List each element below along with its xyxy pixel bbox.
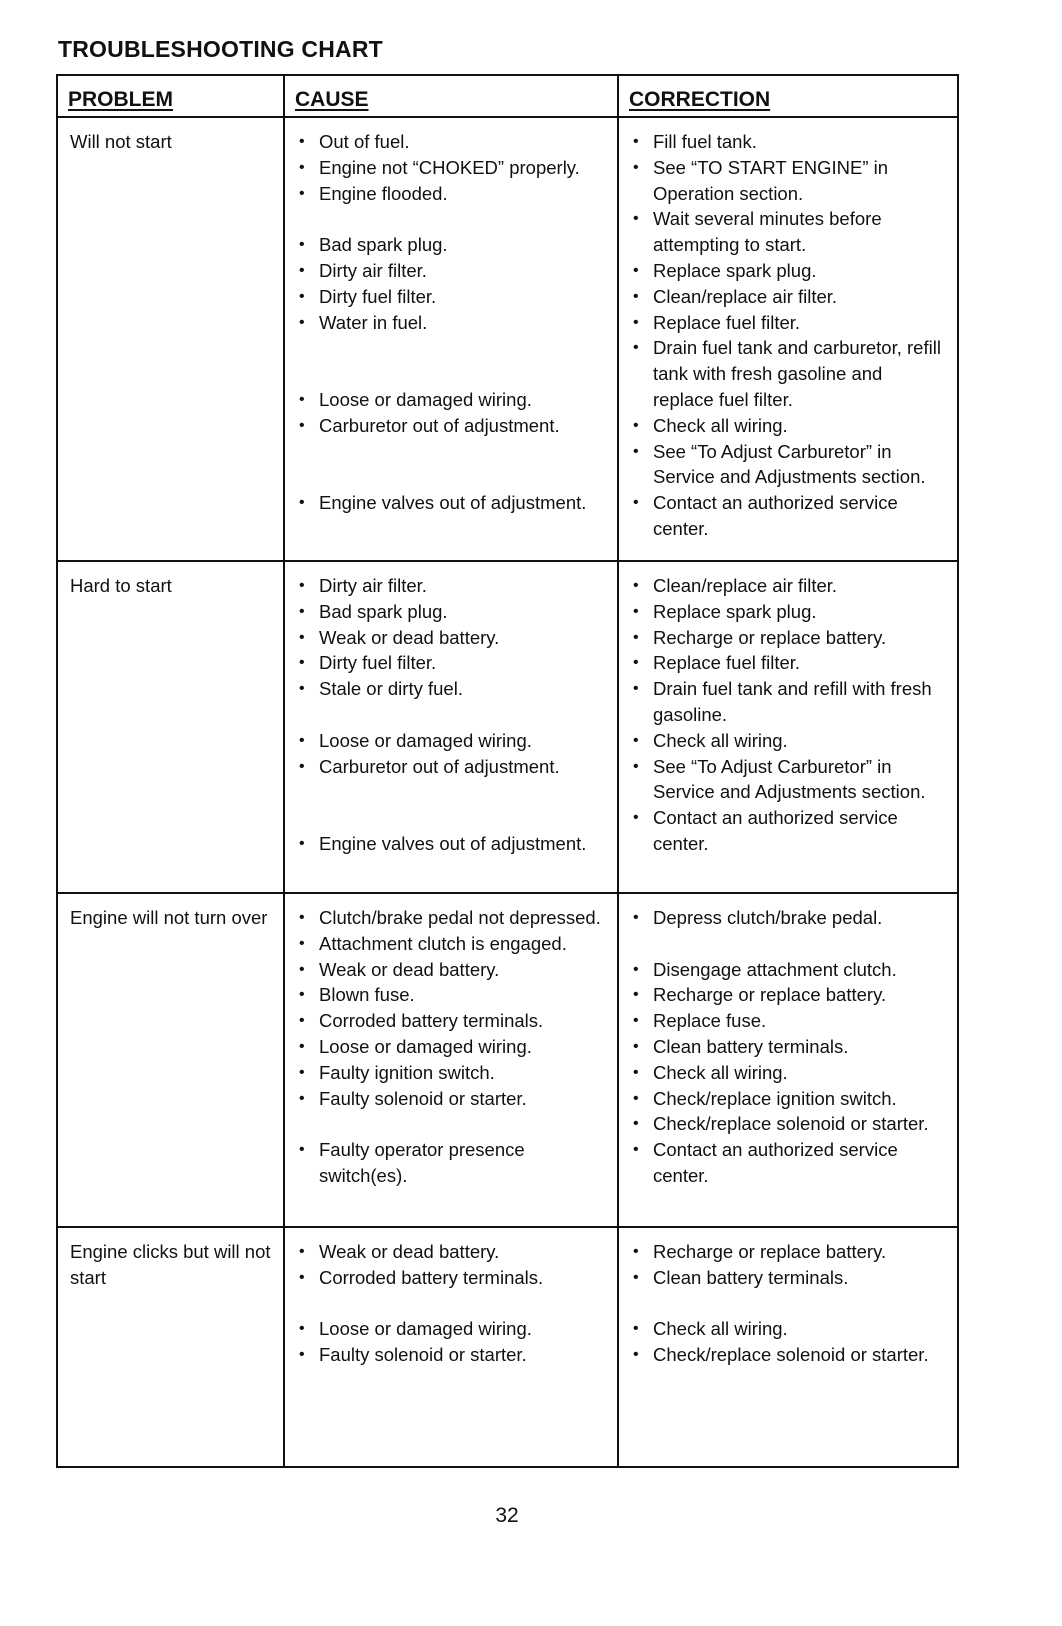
cause-item: • Engine not “CHOKED” properly. xyxy=(295,155,607,181)
cause-item: • Corroded battery terminals. xyxy=(295,1008,607,1034)
correction-cell xyxy=(619,562,957,892)
cause-item: • Engine flooded. xyxy=(295,181,607,207)
correction-item: • Recharge or replace battery. xyxy=(629,1239,947,1265)
correction-item: • Disengage attachment clutch. xyxy=(629,957,947,983)
correction-item: • Recharge or replace battery. xyxy=(629,982,947,1008)
correction-item: • See “TO START ENGINE” in Operation section. xyxy=(629,155,947,207)
cause-item: • Faulty solenoid or starter. xyxy=(295,1086,607,1112)
cause-item: • Weak or dead battery. xyxy=(295,1239,607,1265)
troubleshooting-table xyxy=(56,74,959,1468)
correction-item: • Contact an authorized service center. xyxy=(629,1137,947,1189)
correction-item: • Clean battery terminals. xyxy=(629,1265,947,1291)
correction-item: • Replace spark plug. xyxy=(629,599,947,625)
correction-item: • Drain fuel tank and carburetor, refill tank with fresh gasoline and replace fuel filter. xyxy=(629,335,947,412)
cause-item: • Water in fuel. xyxy=(295,310,607,336)
correction-item: • Replace fuel filter. xyxy=(629,650,947,676)
cause-item: • Carburetor out of adjustment. xyxy=(295,754,607,780)
correction-item: • Wait several minutes before attempting to start. xyxy=(629,206,947,258)
table-header xyxy=(58,76,957,118)
correction-item: • See “To Adjust Carburetor” in Service and Adjustments section. xyxy=(629,439,947,491)
cause-item: • Engine valves out of adjustment. xyxy=(295,831,607,857)
correction-cell xyxy=(619,1228,957,1466)
cause-cell xyxy=(285,562,619,892)
table-row xyxy=(58,1228,957,1466)
cause-item: • Out of fuel. xyxy=(295,129,607,155)
correction-item: • Contact an authorized service center. xyxy=(629,805,947,857)
cause-item: • Engine valves out of adjustment. xyxy=(295,490,607,516)
cause-cell xyxy=(285,1228,619,1466)
cause-item: • Loose or damaged wiring. xyxy=(295,387,607,413)
correction-item: • See “To Adjust Carburetor” in Service and Adjustments section. xyxy=(629,754,947,806)
cause-item: • Dirty fuel filter. xyxy=(295,284,607,310)
problem-cell: Engine will not turn over xyxy=(58,894,285,1226)
cause-item: • Dirty air filter. xyxy=(295,573,607,599)
correction-item: • Check all wiring. xyxy=(629,1060,947,1086)
cause-item: • Stale or dirty fuel. xyxy=(295,676,607,702)
header-correction: CORRECTION xyxy=(629,88,771,111)
correction-item: • Check/replace ignition switch. xyxy=(629,1086,947,1112)
cause-item: • Weak or dead battery. xyxy=(295,957,607,983)
correction-cell xyxy=(619,894,957,1226)
correction-item: • Check/replace solenoid or starter. xyxy=(629,1342,947,1368)
cause-item: • Loose or damaged wiring. xyxy=(295,1316,607,1342)
correction-item: • Clean battery terminals. xyxy=(629,1034,947,1060)
cause-item: • Dirty fuel filter. xyxy=(295,650,607,676)
page-number: 32 xyxy=(495,1504,519,1527)
cause-item: • Carburetor out of adjustment. xyxy=(295,413,607,439)
cause-item: • Faulty operator presence switch(es). xyxy=(295,1137,607,1189)
correction-item: • Drain fuel tank and refill with fresh gasoline. xyxy=(629,676,947,728)
correction-item: • Replace spark plug. xyxy=(629,258,947,284)
cause-cell xyxy=(285,118,619,560)
correction-item: • Check all wiring. xyxy=(629,1316,947,1342)
correction-item: • Depress clutch/brake pedal. xyxy=(629,905,947,931)
correction-item: • Check/replace solenoid or starter. xyxy=(629,1111,947,1137)
cause-item: • Loose or damaged wiring. xyxy=(295,728,607,754)
cause-item: • Faulty solenoid or starter. xyxy=(295,1342,607,1368)
table-row xyxy=(58,894,957,1228)
cause-item: • Bad spark plug. xyxy=(295,599,607,625)
cause-item: • Loose or damaged wiring. xyxy=(295,1034,607,1060)
correction-item: • Check all wiring. xyxy=(629,728,947,754)
cause-item: • Blown fuse. xyxy=(295,982,607,1008)
correction-item: • Recharge or replace battery. xyxy=(629,625,947,651)
header-cause: CAUSE xyxy=(285,76,619,116)
correction-item: • Contact an authorized service center. xyxy=(629,490,947,542)
cause-item: • Dirty air filter. xyxy=(295,258,607,284)
table-row xyxy=(58,118,957,562)
table-row xyxy=(58,562,957,894)
problem-cell: Hard to start xyxy=(58,562,285,892)
header-problem: PROBLEM xyxy=(58,76,285,116)
cause-cell xyxy=(285,894,619,1226)
cause-item: • Corroded battery terminals. xyxy=(295,1265,607,1291)
correction-item: • Fill fuel tank. xyxy=(629,129,947,155)
correction-item: • Clean/replace air filter. xyxy=(629,573,947,599)
cause-item: • Weak or dead battery. xyxy=(295,625,607,651)
cause-item: • Clutch/brake pedal not depressed. xyxy=(295,905,607,931)
correction-item: • Replace fuel filter. xyxy=(629,310,947,336)
correction-item: • Check all wiring. xyxy=(629,413,947,439)
correction-item: • Clean/replace air filter. xyxy=(629,284,947,310)
problem-cell: Will not start xyxy=(58,118,285,560)
problem-cell: Engine clicks but will not start xyxy=(58,1228,285,1466)
cause-item: • Faulty ignition switch. xyxy=(295,1060,607,1086)
correction-item: • Replace fuse. xyxy=(629,1008,947,1034)
chart-title: TROUBLESHOOTING CHART xyxy=(58,36,383,62)
correction-cell xyxy=(619,118,957,560)
cause-item: • Attachment clutch is engaged. xyxy=(295,931,607,957)
cause-item: • Bad spark plug. xyxy=(295,232,607,258)
